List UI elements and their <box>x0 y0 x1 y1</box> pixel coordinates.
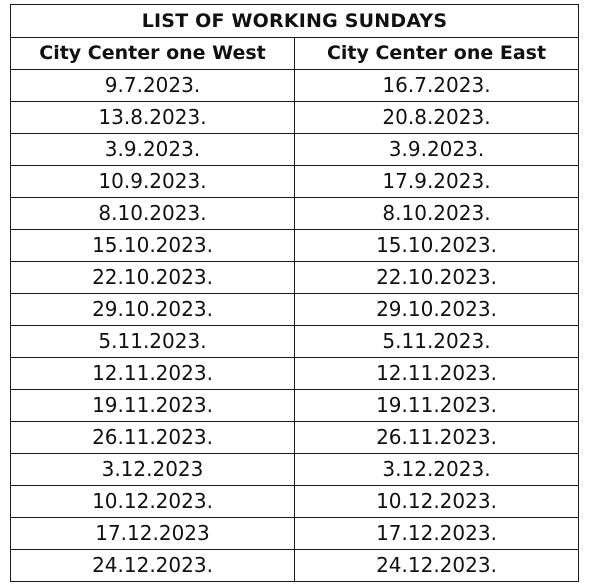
table-row <box>11 326 579 358</box>
table-row <box>11 486 579 518</box>
date-cell-east: 15.10.2023. <box>295 230 579 262</box>
working-sundays-table <box>10 4 579 582</box>
date-cell-east: 19.11.2023. <box>295 390 579 422</box>
date-cell-west: 5.11.2023. <box>11 326 295 358</box>
table-row <box>11 358 579 390</box>
date-cell-west: 10.9.2023. <box>11 166 295 198</box>
table-row <box>11 454 579 486</box>
column-header-west: City Center one West <box>11 38 295 70</box>
table-row <box>11 70 579 102</box>
date-cell-west: 19.11.2023. <box>11 390 295 422</box>
date-cell-east: 8.10.2023. <box>295 198 579 230</box>
table-row <box>11 550 579 582</box>
table-row <box>11 390 579 422</box>
date-cell-east: 12.11.2023. <box>295 358 579 390</box>
date-cell-east: 29.10.2023. <box>295 294 579 326</box>
date-cell-east: 17.12.2023. <box>295 518 579 550</box>
date-cell-east: 20.8.2023. <box>295 102 579 134</box>
table-row <box>11 294 579 326</box>
table-row <box>11 518 579 550</box>
header-row <box>11 38 579 70</box>
date-cell-east: 3.9.2023. <box>295 134 579 166</box>
table-row <box>11 134 579 166</box>
date-cell-west: 24.12.2023. <box>11 550 295 582</box>
table-row <box>11 230 579 262</box>
table-row <box>11 422 579 454</box>
date-cell-east: 16.7.2023. <box>295 70 579 102</box>
date-cell-west: 29.10.2023. <box>11 294 295 326</box>
table-row <box>11 262 579 294</box>
date-cell-east: 3.12.2023. <box>295 454 579 486</box>
title-row <box>11 5 579 38</box>
date-cell-west: 8.10.2023. <box>11 198 295 230</box>
date-cell-east: 5.11.2023. <box>295 326 579 358</box>
date-cell-east: 10.12.2023. <box>295 486 579 518</box>
date-cell-west: 10.12.2023. <box>11 486 295 518</box>
date-cell-east: 17.9.2023. <box>295 166 579 198</box>
table-row <box>11 166 579 198</box>
date-cell-west: 15.10.2023. <box>11 230 295 262</box>
date-cell-west: 13.8.2023. <box>11 102 295 134</box>
date-cell-east: 26.11.2023. <box>295 422 579 454</box>
date-cell-west: 12.11.2023. <box>11 358 295 390</box>
date-cell-east: 24.12.2023. <box>295 550 579 582</box>
date-cell-west: 26.11.2023. <box>11 422 295 454</box>
date-cell-west: 17.12.2023 <box>11 518 295 550</box>
table-body <box>11 70 579 582</box>
table-row <box>11 198 579 230</box>
date-cell-west: 3.9.2023. <box>11 134 295 166</box>
date-cell-west: 3.12.2023 <box>11 454 295 486</box>
column-header-east: City Center one East <box>295 38 579 70</box>
date-cell-east: 22.10.2023. <box>295 262 579 294</box>
date-cell-west: 9.7.2023. <box>11 70 295 102</box>
table-row <box>11 102 579 134</box>
table-title: LIST OF WORKING SUNDAYS <box>11 5 579 38</box>
date-cell-west: 22.10.2023. <box>11 262 295 294</box>
